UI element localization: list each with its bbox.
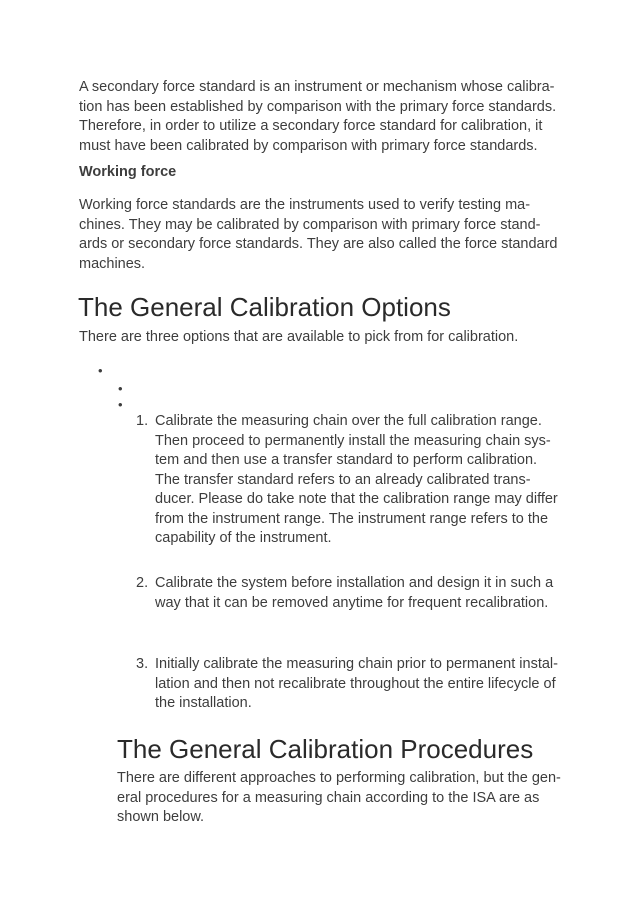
text-line: Calibrate the system before installation and design it in such a	[155, 575, 554, 591]
bullet-marker: •	[118, 397, 123, 412]
list-item-text	[155, 412, 567, 549]
text-line: way that it can be removed anytime for frequent recalibration.	[155, 594, 549, 611]
text-line: Then proceed to permanently install the measuring chain sys-	[155, 432, 551, 449]
working-force-paragraph	[79, 196, 558, 274]
text-line: from the instrument range. The instrument range refers to the	[155, 510, 549, 527]
calibration-options-heading: The General Calibration Options	[78, 292, 451, 322]
text-line: tem and then use a transfer standard to perform calibration.	[155, 452, 538, 468]
working-force-heading: Working force	[79, 164, 177, 180]
text-line: A secondary force standard is an instrument or mechanism whose calibra-	[79, 79, 555, 95]
text-line: ducer. Please do take note that the calibration range may differ	[155, 491, 558, 507]
list-item-text	[155, 655, 567, 714]
calibration-procedures-paragraph	[117, 769, 561, 828]
text-line: tion has been established by comparison with the primary force standards.	[79, 98, 557, 115]
bullet-marker: •	[98, 363, 103, 378]
text-line: Working force standards are the instruments used to verify testing ma-	[79, 197, 531, 213]
bullet-marker: •	[118, 381, 123, 396]
text-line: Initially calibrate the measuring chain prior to permanent instal-	[155, 656, 558, 672]
text-line: There are different approaches to performing calibration, but the gen-	[117, 770, 561, 786]
text-line: must have been calibrated by comparison with primary force standards.	[79, 137, 538, 154]
text-line: capability of the instrument.	[155, 530, 332, 546]
text-line: Therefore, in order to utilize a secondary force standard for calibration, it	[79, 118, 543, 134]
text-line: shown below.	[117, 809, 205, 825]
list-item-number: 1.	[136, 413, 149, 429]
secondary-force-paragraph	[79, 78, 556, 156]
text-line: chines. They may be calibrated by comparison with primary force stand-	[79, 216, 541, 233]
calibration-procedures-heading: The General Calibration Procedures	[117, 734, 534, 764]
text-line: The transfer standard refers to an already calibrated trans-	[155, 471, 531, 488]
text-line: Calibrate the measuring chain over the full calibration range.	[155, 413, 542, 429]
list-item-text	[155, 574, 567, 613]
list-item-number: 2.	[136, 575, 149, 591]
text-line: lation and then not recalibrate throughout the entire lifecycle of	[155, 675, 556, 692]
text-line: machines.	[79, 255, 146, 272]
text-line: the installation.	[155, 695, 252, 711]
text-line: eral procedures for a measuring chain according to the ISA are as	[117, 789, 540, 806]
list-item-number: 3.	[136, 656, 149, 672]
calibration-options-intro: There are three options that are available to pick from for calibration.	[79, 329, 519, 345]
text-line: ards or secondary force standards. They are also called the force standard	[79, 236, 558, 252]
